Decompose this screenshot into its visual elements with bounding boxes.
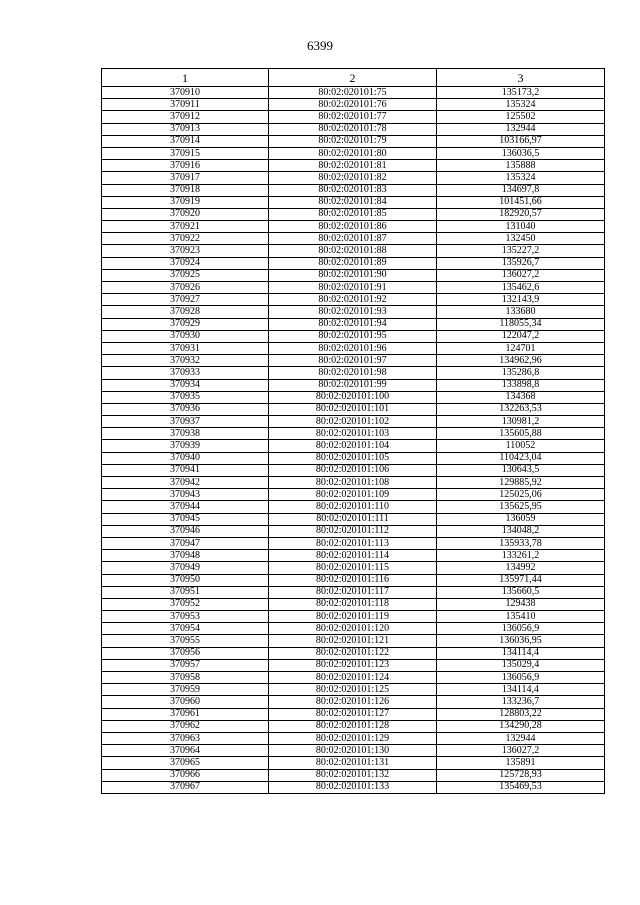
table-row: [102, 208, 605, 220]
cadastral-number-cell: 80:02:020101:83: [269, 184, 437, 196]
record-number-cell: 370921: [102, 221, 269, 233]
value-cell: 129885,92: [437, 477, 605, 489]
table-row: [102, 196, 605, 208]
cadastral-number-cell: 80:02:020101:78: [269, 123, 437, 135]
table-row: [102, 623, 605, 635]
cadastral-number-cell: 80:02:020101:94: [269, 318, 437, 330]
record-number-cell: 370910: [102, 87, 269, 99]
value-cell: 134368: [437, 391, 605, 403]
record-number-cell: 370949: [102, 562, 269, 574]
table-row: [102, 574, 605, 586]
table-row: [102, 99, 605, 111]
table-row: [102, 647, 605, 659]
value-cell: 132944: [437, 732, 605, 744]
value-cell: 110423,04: [437, 452, 605, 464]
record-number-cell: 370928: [102, 306, 269, 318]
table-row: [102, 769, 605, 781]
cadastral-number-cell: 80:02:020101:82: [269, 172, 437, 184]
table-row: [102, 172, 605, 184]
value-cell: 135173,2: [437, 87, 605, 99]
value-cell: 133898,8: [437, 379, 605, 391]
value-cell: 133236,7: [437, 696, 605, 708]
value-cell: 136056,9: [437, 623, 605, 635]
record-number-cell: 370914: [102, 135, 269, 147]
table-row: [102, 659, 605, 671]
record-number-cell: 370927: [102, 294, 269, 306]
value-cell: 135891: [437, 757, 605, 769]
value-cell: 129438: [437, 598, 605, 610]
cadastral-number-cell: 80:02:020101:99: [269, 379, 437, 391]
table-row: [102, 635, 605, 647]
record-number-cell: 370936: [102, 403, 269, 415]
table-row: [102, 269, 605, 281]
table-row: [102, 355, 605, 367]
table-row: [102, 233, 605, 245]
record-number-cell: 370967: [102, 781, 269, 793]
table-row: [102, 757, 605, 769]
column-header-2: 2: [269, 69, 437, 87]
record-number-cell: 370932: [102, 355, 269, 367]
table-row: [102, 550, 605, 562]
table-row: [102, 184, 605, 196]
record-number-cell: 370939: [102, 440, 269, 452]
cadastral-number-cell: 80:02:020101:133: [269, 781, 437, 793]
value-cell: 118055,34: [437, 318, 605, 330]
value-cell: 125025,06: [437, 489, 605, 501]
cadastral-number-cell: 80:02:020101:95: [269, 330, 437, 342]
value-cell: 122047,2: [437, 330, 605, 342]
record-number-cell: 370912: [102, 111, 269, 123]
record-number-cell: 370922: [102, 233, 269, 245]
table-row: [102, 781, 605, 793]
value-cell: 135410: [437, 611, 605, 623]
cadastral-number-cell: 80:02:020101:117: [269, 586, 437, 598]
cadastral-number-cell: 80:02:020101:77: [269, 111, 437, 123]
value-cell: 125502: [437, 111, 605, 123]
record-number-cell: 370942: [102, 477, 269, 489]
cadastral-number-cell: 80:02:020101:75: [269, 87, 437, 99]
cadastral-number-cell: 80:02:020101:98: [269, 367, 437, 379]
table-row: [102, 708, 605, 720]
record-number-cell: 370940: [102, 452, 269, 464]
record-number-cell: 370935: [102, 391, 269, 403]
value-cell: 132450: [437, 233, 605, 245]
cadastral-number-cell: 80:02:020101:114: [269, 550, 437, 562]
cadastral-number-cell: 80:02:020101:109: [269, 489, 437, 501]
value-cell: 134114,4: [437, 684, 605, 696]
column-header-3: 3: [437, 69, 605, 87]
table-body: [102, 87, 605, 794]
value-cell: 130981,2: [437, 416, 605, 428]
table-row: [102, 282, 605, 294]
cadastral-number-cell: 80:02:020101:85: [269, 208, 437, 220]
cadastral-number-cell: 80:02:020101:112: [269, 525, 437, 537]
cadastral-number-cell: 80:02:020101:92: [269, 294, 437, 306]
cadastral-number-cell: 80:02:020101:101: [269, 403, 437, 415]
record-number-cell: 370946: [102, 525, 269, 537]
record-number-cell: 370917: [102, 172, 269, 184]
table-row: [102, 135, 605, 147]
record-number-cell: 370920: [102, 208, 269, 220]
cadastral-number-cell: 80:02:020101:118: [269, 598, 437, 610]
table-row: [102, 391, 605, 403]
value-cell: 133680: [437, 306, 605, 318]
record-number-cell: 370956: [102, 647, 269, 659]
cadastral-number-cell: 80:02:020101:84: [269, 196, 437, 208]
record-number-cell: 370913: [102, 123, 269, 135]
record-number-cell: 370930: [102, 330, 269, 342]
record-number-cell: 370958: [102, 672, 269, 684]
value-cell: 135971,44: [437, 574, 605, 586]
table-row: [102, 306, 605, 318]
value-cell: 136056,9: [437, 672, 605, 684]
table-row: [102, 696, 605, 708]
cadastral-number-cell: 80:02:020101:110: [269, 501, 437, 513]
table-row: [102, 367, 605, 379]
record-number-cell: 370951: [102, 586, 269, 598]
column-header-1: 1: [102, 69, 269, 87]
cadastral-number-cell: 80:02:020101:93: [269, 306, 437, 318]
cadastral-number-cell: 80:02:020101:100: [269, 391, 437, 403]
table-row: [102, 318, 605, 330]
value-cell: 103166,97: [437, 135, 605, 147]
record-number-cell: 370945: [102, 513, 269, 525]
value-cell: 136027,2: [437, 269, 605, 281]
cadastral-number-cell: 80:02:020101:90: [269, 269, 437, 281]
record-number-cell: 370918: [102, 184, 269, 196]
table-row: [102, 221, 605, 233]
value-cell: 135324: [437, 99, 605, 111]
value-cell: 131040: [437, 221, 605, 233]
cadastral-number-cell: 80:02:020101:105: [269, 452, 437, 464]
record-number-cell: 370953: [102, 611, 269, 623]
cadastral-number-cell: 80:02:020101:132: [269, 769, 437, 781]
record-number-cell: 370929: [102, 318, 269, 330]
cadastral-number-cell: 80:02:020101:102: [269, 416, 437, 428]
cadastral-number-cell: 80:02:020101:111: [269, 513, 437, 525]
value-cell: 134962,96: [437, 355, 605, 367]
table-row: [102, 720, 605, 732]
cadastral-number-cell: 80:02:020101:129: [269, 732, 437, 744]
table-row: [102, 294, 605, 306]
record-number-cell: 370948: [102, 550, 269, 562]
cadastral-number-cell: 80:02:020101:96: [269, 342, 437, 354]
record-number-cell: 370964: [102, 745, 269, 757]
record-number-cell: 370955: [102, 635, 269, 647]
cadastral-number-cell: 80:02:020101:128: [269, 720, 437, 732]
table-row: [102, 464, 605, 476]
value-cell: 134290,28: [437, 720, 605, 732]
value-cell: 136036,95: [437, 635, 605, 647]
record-number-cell: 370952: [102, 598, 269, 610]
value-cell: 136059: [437, 513, 605, 525]
record-number-cell: 370924: [102, 257, 269, 269]
table-row: [102, 611, 605, 623]
record-number-cell: 370962: [102, 720, 269, 732]
record-number-cell: 370919: [102, 196, 269, 208]
table-row: [102, 147, 605, 159]
value-cell: 135888: [437, 160, 605, 172]
value-cell: 135926,7: [437, 257, 605, 269]
table-row: [102, 562, 605, 574]
cadastral-number-cell: 80:02:020101:119: [269, 611, 437, 623]
cadastral-number-cell: 80:02:020101:126: [269, 696, 437, 708]
table-row: [102, 477, 605, 489]
cadastral-number-cell: 80:02:020101:87: [269, 233, 437, 245]
record-number-cell: 370963: [102, 732, 269, 744]
cadastral-number-cell: 80:02:020101:76: [269, 99, 437, 111]
value-cell: 132263,53: [437, 403, 605, 415]
cadastral-number-cell: 80:02:020101:127: [269, 708, 437, 720]
value-cell: 125728,93: [437, 769, 605, 781]
value-cell: 132944: [437, 123, 605, 135]
cadastral-number-cell: 80:02:020101:106: [269, 464, 437, 476]
record-number-cell: 370965: [102, 757, 269, 769]
table-row: [102, 452, 605, 464]
value-cell: 130643,5: [437, 464, 605, 476]
value-cell: 135469,53: [437, 781, 605, 793]
data-table: [101, 68, 605, 794]
table-row: [102, 586, 605, 598]
table-row: [102, 745, 605, 757]
cadastral-number-cell: 80:02:020101:88: [269, 245, 437, 257]
record-number-cell: 370925: [102, 269, 269, 281]
cadastral-number-cell: 80:02:020101:91: [269, 282, 437, 294]
table-row: [102, 87, 605, 99]
cadastral-number-cell: 80:02:020101:79: [269, 135, 437, 147]
value-cell: 133261,2: [437, 550, 605, 562]
record-number-cell: 370937: [102, 416, 269, 428]
record-number-cell: 370926: [102, 282, 269, 294]
table-row: [102, 160, 605, 172]
table-row: [102, 330, 605, 342]
table-row: [102, 123, 605, 135]
cadastral-number-cell: 80:02:020101:123: [269, 659, 437, 671]
value-cell: 135605,88: [437, 428, 605, 440]
record-number-cell: 370938: [102, 428, 269, 440]
cadastral-number-cell: 80:02:020101:97: [269, 355, 437, 367]
table-row: [102, 379, 605, 391]
cadastral-number-cell: 80:02:020101:104: [269, 440, 437, 452]
cadastral-number-cell: 80:02:020101:86: [269, 221, 437, 233]
cadastral-number-cell: 80:02:020101:115: [269, 562, 437, 574]
cadastral-number-cell: 80:02:020101:120: [269, 623, 437, 635]
cadastral-number-cell: 80:02:020101:124: [269, 672, 437, 684]
record-number-cell: 370933: [102, 367, 269, 379]
value-cell: 135660,5: [437, 586, 605, 598]
table-row: [102, 684, 605, 696]
record-number-cell: 370944: [102, 501, 269, 513]
table-row: [102, 501, 605, 513]
record-number-cell: 370934: [102, 379, 269, 391]
page-number: 6399: [307, 38, 333, 53]
value-cell: 132143,9: [437, 294, 605, 306]
table-row: [102, 440, 605, 452]
table-header-row: [102, 69, 605, 87]
table-row: [102, 537, 605, 549]
value-cell: 135933,78: [437, 537, 605, 549]
value-cell: 135625,95: [437, 501, 605, 513]
value-cell: 135227,2: [437, 245, 605, 257]
value-cell: 134992: [437, 562, 605, 574]
record-number-cell: 370911: [102, 99, 269, 111]
cadastral-number-cell: 80:02:020101:108: [269, 477, 437, 489]
record-number-cell: 370959: [102, 684, 269, 696]
table-row: [102, 342, 605, 354]
record-number-cell: 370923: [102, 245, 269, 257]
cadastral-number-cell: 80:02:020101:125: [269, 684, 437, 696]
cadastral-number-cell: 80:02:020101:131: [269, 757, 437, 769]
value-cell: 135286,8: [437, 367, 605, 379]
table-row: [102, 513, 605, 525]
value-cell: 128803,22: [437, 708, 605, 720]
table-row: [102, 525, 605, 537]
cadastral-number-cell: 80:02:020101:113: [269, 537, 437, 549]
record-number-cell: 370943: [102, 489, 269, 501]
table-row: [102, 598, 605, 610]
record-number-cell: 370931: [102, 342, 269, 354]
value-cell: 136036,5: [437, 147, 605, 159]
value-cell: 136027,2: [437, 745, 605, 757]
cadastral-number-cell: 80:02:020101:116: [269, 574, 437, 586]
cadastral-number-cell: 80:02:020101:130: [269, 745, 437, 757]
value-cell: 135324: [437, 172, 605, 184]
value-cell: 134048,2: [437, 525, 605, 537]
table-row: [102, 416, 605, 428]
table-row: [102, 111, 605, 123]
record-number-cell: 370961: [102, 708, 269, 720]
record-number-cell: 370954: [102, 623, 269, 635]
record-number-cell: 370916: [102, 160, 269, 172]
cadastral-number-cell: 80:02:020101:103: [269, 428, 437, 440]
table-row: [102, 257, 605, 269]
cadastral-number-cell: 80:02:020101:121: [269, 635, 437, 647]
record-number-cell: 370960: [102, 696, 269, 708]
value-cell: 135029,4: [437, 659, 605, 671]
table-row: [102, 489, 605, 501]
cadastral-number-cell: 80:02:020101:80: [269, 147, 437, 159]
record-number-cell: 370957: [102, 659, 269, 671]
record-number-cell: 370941: [102, 464, 269, 476]
value-cell: 135462,6: [437, 282, 605, 294]
table-row: [102, 428, 605, 440]
value-cell: 124701: [437, 342, 605, 354]
record-number-cell: 370915: [102, 147, 269, 159]
table-row: [102, 245, 605, 257]
table-row: [102, 403, 605, 415]
value-cell: 134697,8: [437, 184, 605, 196]
record-number-cell: 370947: [102, 537, 269, 549]
value-cell: 134114,4: [437, 647, 605, 659]
cadastral-number-cell: 80:02:020101:89: [269, 257, 437, 269]
record-number-cell: 370966: [102, 769, 269, 781]
value-cell: 182920,57: [437, 208, 605, 220]
table-row: [102, 672, 605, 684]
cadastral-number-cell: 80:02:020101:81: [269, 160, 437, 172]
cadastral-number-cell: 80:02:020101:122: [269, 647, 437, 659]
record-number-cell: 370950: [102, 574, 269, 586]
table-row: [102, 732, 605, 744]
value-cell: 110052: [437, 440, 605, 452]
value-cell: 101451,66: [437, 196, 605, 208]
